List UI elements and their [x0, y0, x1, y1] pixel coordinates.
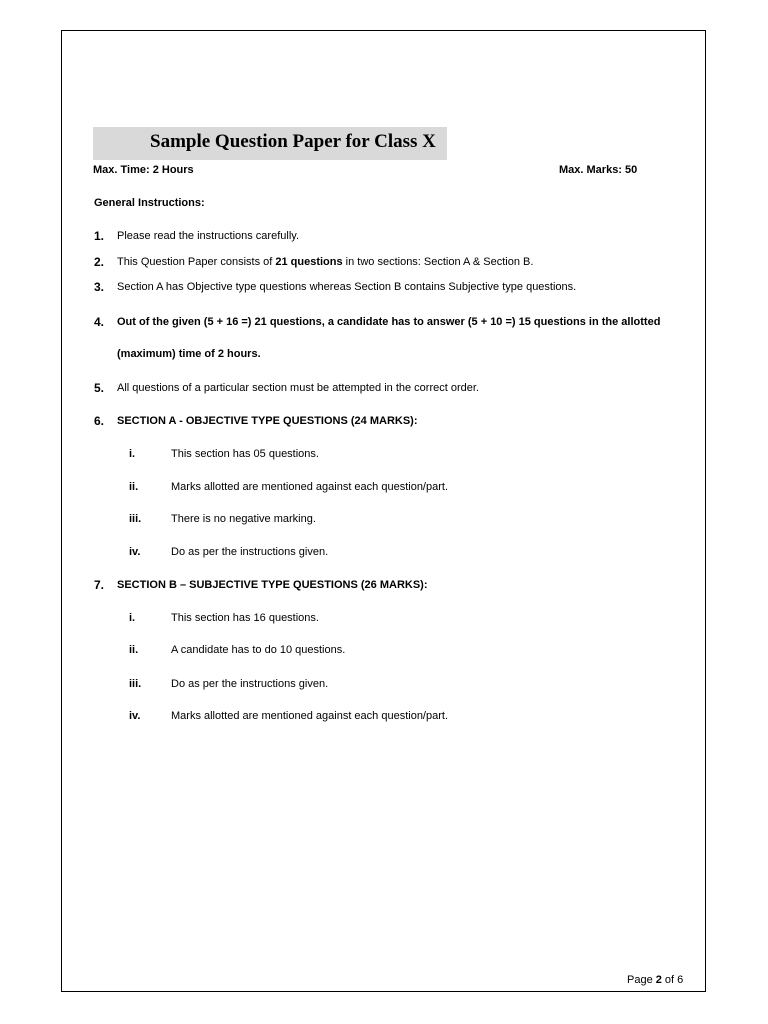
section-a-item-text: Marks allotted are mentioned against each question/part.: [171, 481, 448, 493]
section-b-item-number: iii.: [129, 678, 142, 690]
instruction-number: 6.: [94, 414, 105, 428]
section-b-item-text: Do as per the instructions given.: [171, 678, 329, 690]
page-title: Sample Question Paper for Class X: [150, 131, 436, 152]
section-b-item-number: ii.: [129, 644, 139, 656]
section-b-item-number: i.: [129, 612, 136, 624]
instruction-number: 1.: [94, 229, 105, 243]
page-number-prefix: Page: [627, 974, 656, 986]
section-b-item-number: iv.: [129, 710, 141, 722]
instruction-text: Section A has Objective type questions whereas Section B contains Subjective type questions.: [117, 281, 577, 293]
section-a-item-number: iv.: [129, 546, 141, 558]
general-instructions-heading: General Instructions:: [94, 197, 205, 209]
section-a-item-text: Do as per the instructions given.: [171, 546, 329, 558]
instruction-number: 4.: [94, 315, 105, 329]
section-b-item-text: A candidate has to do 10 questions.: [171, 644, 346, 656]
instruction-text: All questions of a particular section must be attempted in the correct order.: [117, 382, 479, 394]
section-b-item-text: This section has 16 questions.: [171, 612, 319, 624]
section-a-item-number: ii.: [129, 481, 139, 493]
instruction-number: 5.: [94, 381, 105, 395]
instruction-text-continued: (maximum) time of 2 hours.: [117, 348, 261, 360]
instruction-text: [117, 254, 533, 270]
section-a-item-text: This section has 05 questions.: [171, 448, 319, 460]
section-a-heading: SECTION A - OBJECTIVE TYPE QUESTIONS (24 MARKS):: [117, 415, 418, 427]
instruction-text: Please read the instructions carefully.: [117, 230, 299, 242]
section-a-item-number: iii.: [129, 513, 142, 525]
max-time: Max. Time: 2 Hours: [93, 164, 194, 176]
instruction-text-part: This Question Paper consists of: [117, 256, 276, 268]
instruction-text-bold: 21 questions: [275, 256, 343, 268]
instruction-text: Out of the given (5 + 16 =) 21 questions, a candidate has to answer (5 + 10 =) 15 questions in the allotted: [117, 316, 661, 328]
instruction-number: 3.: [94, 280, 105, 294]
page-number-total: 6: [677, 974, 684, 986]
page-number-current: 2: [655, 974, 662, 986]
instruction-text-part: in two sections: Section A & Section B.: [342, 256, 534, 268]
section-a-item-text: There is no negative marking.: [171, 513, 316, 525]
instruction-number: 7.: [94, 578, 105, 592]
max-marks: Max. Marks: 50: [559, 164, 638, 176]
section-b-item-text: Marks allotted are mentioned against each question/part.: [171, 710, 448, 722]
page-number: [627, 972, 683, 988]
section-a-item-number: i.: [129, 448, 136, 460]
instruction-number: 2.: [94, 255, 105, 269]
section-b-heading: SECTION B – SUBJECTIVE TYPE QUESTIONS (26 MARKS):: [117, 579, 428, 591]
page-number-of: of: [661, 974, 678, 986]
